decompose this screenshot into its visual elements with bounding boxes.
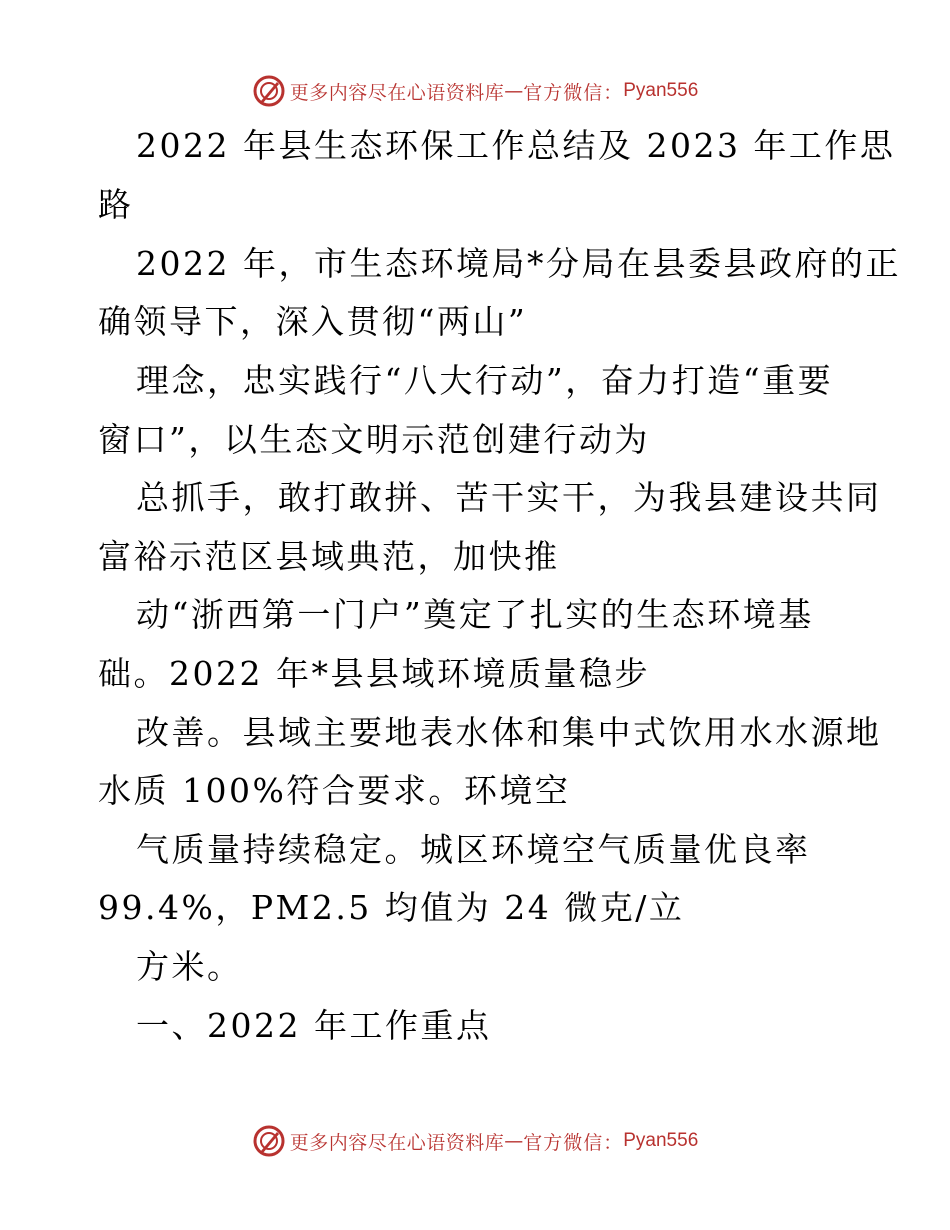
logo-icon <box>252 1124 286 1158</box>
header-watermark <box>0 71 950 111</box>
paragraph-line: 窗口”，以生态文明示范创建行动为 <box>98 420 650 459</box>
paragraph-line: 水质 100%符合要求。环境空 <box>98 771 571 810</box>
paragraph-line: 总抓手，敢打敢拼、苦干实干，为我县建设共同 <box>136 478 882 517</box>
paragraph-line: 础。2022 年*县县域环境质量稳步 <box>98 654 650 693</box>
watermark-dash: — <box>504 1130 524 1152</box>
watermark-dash: — <box>504 80 524 102</box>
logo-icon <box>252 74 286 108</box>
paragraph-line: 方米。 <box>136 947 243 986</box>
paragraph-line: 理念，忠实践行“八大行动”，奋力打造“重要 <box>136 361 834 400</box>
paragraph-line: 改善。县域主要地表水体和集中式饮用水水源地 <box>136 713 882 752</box>
paragraph-line: 99.4%，PM2.5 均值为 24 微克/立 <box>98 888 685 927</box>
watermark-id: Pyan556 <box>623 1130 699 1151</box>
title-line: 2022 年县生态环保工作总结及 2023 年工作思 <box>136 126 896 165</box>
paragraph-line: 确领导下，深入贯彻“两山” <box>98 302 528 341</box>
section-heading: 一、2022 年工作重点 <box>136 1006 492 1045</box>
footer-watermark <box>0 1121 950 1161</box>
watermark-brand: 更多内容尽在心语资料库 <box>289 1131 505 1154</box>
paragraph-line: 气质量持续稳定。城区环境空气质量优良率 <box>136 830 811 869</box>
watermark-id: Pyan556 <box>623 80 699 101</box>
watermark-label: 官方微信： <box>523 1131 624 1154</box>
watermark-label: 官方微信： <box>523 81 624 104</box>
paragraph-line: 富裕示范区县域典范，加快推 <box>98 537 560 576</box>
paragraph-line: 2022 年，市生态环境局*分局在县委县政府的正 <box>136 244 901 283</box>
paragraph-line: 动“浙西第一门户”奠定了扎实的生态环境基 <box>136 595 814 634</box>
title-line: 路 <box>98 185 134 224</box>
watermark-brand: 更多内容尽在心语资料库 <box>289 81 505 104</box>
